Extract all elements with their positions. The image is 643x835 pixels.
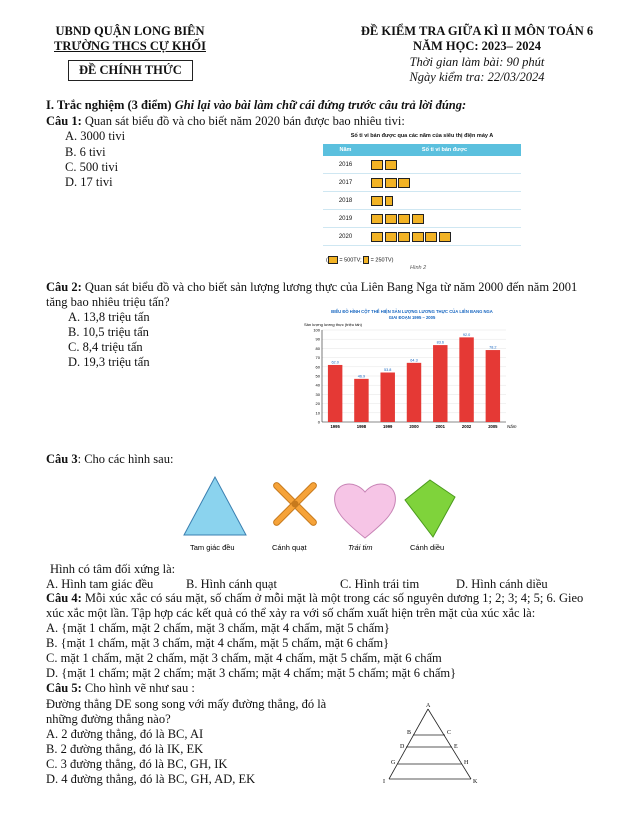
q2-option-b: B. 10,5 triệu tấn (68, 325, 149, 339)
pictograph-title: Số ti vi bán được qua các năm của siêu thị điện máy A (350, 133, 494, 139)
point-g: G (391, 760, 396, 766)
q2-label: Câu 2: (46, 280, 82, 294)
heart-shape (335, 484, 396, 538)
tv-icon (371, 178, 383, 188)
pictograph-row (323, 228, 521, 246)
row-icons (368, 174, 521, 192)
label-kite: Cánh diều (410, 543, 445, 552)
question-4 (46, 591, 583, 606)
q2-option-d: D. 19,3 triệu tấn (68, 355, 150, 369)
question-1 (46, 114, 405, 129)
figure-caption: Hình 2 (410, 265, 427, 271)
q3-label: Câu 3 (46, 452, 78, 466)
row-year: 2018 (323, 192, 368, 210)
section-title (46, 98, 466, 113)
tv-icon (398, 178, 410, 188)
triangle-shape (184, 477, 246, 535)
bar-value-label: 92.0 (462, 332, 471, 337)
tv-icon (398, 232, 410, 242)
bar (486, 350, 500, 422)
pictograph-table (323, 144, 521, 246)
shapes-figure (180, 470, 470, 560)
point-c: C (447, 730, 452, 736)
bar (380, 373, 394, 422)
label-triangle: Tam giác đều (190, 543, 235, 552)
question-3 (46, 452, 173, 467)
tv-icon (439, 232, 451, 242)
chart-ylabel: Sản lượng lương thực (triệu tấn) (304, 322, 362, 327)
pictograph-row (323, 210, 521, 228)
x-tick-label: 2005 (488, 424, 498, 429)
x-tick-label: 1999 (383, 424, 393, 429)
q5-question-line1: Đường thẳng DE song song với mấy đường thẳng, đó là (46, 697, 327, 711)
bar-value-label: 62.0 (331, 360, 339, 365)
kite-shape (405, 480, 455, 537)
row-icons (368, 156, 521, 174)
pictograph-row (323, 156, 521, 174)
q4-label: Câu 4: (46, 591, 82, 605)
chart-subtitle: GIAI ĐOẠN 1995 – 2005 (388, 315, 436, 320)
question-2 (46, 280, 577, 295)
school-name: TRƯỜNG THCS CỰ KHỐI (54, 39, 206, 53)
q3-option-d: D. Hình cánh diều (456, 577, 548, 591)
section-instruction: Ghi lại vào bài làm chữ cái đứng trước câu trả lời đúng: (174, 98, 467, 112)
bar (433, 345, 447, 422)
question-5 (46, 681, 195, 696)
point-a: A (426, 703, 431, 709)
tv-icon (371, 160, 383, 170)
y-tick-label: 20 (315, 401, 320, 407)
pictograph-legend (326, 256, 393, 264)
fan-shape (272, 481, 317, 526)
y-tick-label: 10 (315, 410, 320, 416)
y-tick-label: 50 (315, 373, 320, 379)
tv-icon (385, 160, 397, 170)
half-tv-icon (363, 256, 369, 264)
q4-option-c: C. mặt 1 chấm, mặt 2 chấm, mặt 3 chấm, mặt 4 chấm, mặt 5 chấm, mặt 6 chấm (46, 651, 442, 665)
y-tick-label: 60 (315, 364, 320, 370)
production-bar-chart (300, 307, 515, 432)
bar-value-label: 53.8 (384, 368, 392, 373)
point-i: I (383, 779, 385, 785)
q4-text-line2: xúc xắc một lần. Tập hợp các kết quả có thể xảy ra với số chấm xuất hiện trên mặt của xúc xắc là: (46, 606, 536, 620)
y-tick-label: 80 (315, 345, 320, 351)
q3-question: Hình có tâm đối xứng là: (50, 562, 176, 576)
geometry-figure (378, 700, 488, 788)
point-e: E (454, 744, 458, 750)
row-year: 2019 (323, 210, 368, 228)
label-fan: Cánh quạt (272, 543, 307, 552)
q5-option-d: D. 4 đường thẳng, đó là BC, GH, AD, EK (46, 772, 256, 786)
q2-text-line2: tăng bao nhiêu triệu tấn? (46, 295, 170, 309)
q5-option-c: C. 3 đường thẳng, đó là BC, GH, IK (46, 757, 228, 771)
chart-xlabel: Năm (507, 424, 517, 429)
pictograph-row (323, 174, 521, 192)
point-h: H (464, 760, 469, 766)
bar (328, 365, 342, 422)
q5-option-b: B. 2 đường thẳng, đó là IK, EK (46, 742, 204, 756)
q1-text: Quan sát biểu đồ và cho biết năm 2020 bán được bao nhiêu tivi: (84, 114, 405, 128)
q4-option-a: A. {mặt 1 chấm, mặt 2 chấm, mặt 3 chấm, mặt 4 chấm, mặt 5 chấm} (46, 621, 390, 635)
q2-option-c: C. 8,4 triệu tấn (68, 340, 143, 354)
tv-icon (371, 232, 383, 242)
bar-value-label: 64.3 (410, 358, 418, 363)
bar-value-label: 83.6 (436, 340, 444, 345)
y-tick-label: 0 (317, 419, 320, 425)
pictograph-row (323, 192, 521, 210)
row-icons (368, 210, 521, 228)
chart-title: BIỂU ĐỒ HÌNH CỘT THỂ HIỆN SẢN LƯỢNG LƯƠNG THỰC CỦA LIÊN BANG NGA (331, 309, 493, 314)
x-tick-label: 2002 (461, 424, 472, 429)
row-year: 2020 (323, 228, 368, 246)
x-tick-label: 1995 (330, 424, 340, 429)
y-tick-label: 90 (315, 336, 320, 342)
tv-icon (412, 214, 424, 224)
bar (459, 337, 473, 422)
legend-full: = 500TV; (339, 257, 362, 264)
x-tick-label: 1998 (356, 424, 367, 429)
exam-date: Ngày kiểm tra: 22/03/2024 (409, 70, 545, 84)
y-tick-label: 100 (313, 327, 320, 333)
tv-icon (425, 232, 437, 242)
tv-icon (371, 196, 383, 206)
point-d: D (400, 744, 405, 750)
q4-option-d: D. {mặt 1 chấm; mặt 2 chấm; mặt 3 chấm; mặt 4 chấm; mặt 5 chấm; mặt 6 chấm} (46, 666, 457, 680)
bar-value-label: 46.9 (357, 374, 366, 379)
tv-icon (412, 232, 424, 242)
bar (354, 379, 368, 422)
bar-value-label: 78.2 (489, 345, 497, 350)
q1-label: Câu 1: (46, 114, 82, 128)
q4-text: Mỗi xúc xắc có sáu mặt, số chấm ở mỗi mặt là một trong các số nguyên dương 1; 2; 3; 4; 5; 6. Gieo (84, 591, 584, 605)
q1-option-b: B. 6 tivi (65, 145, 106, 159)
q1-option-a: A. 3000 tivi (65, 129, 126, 143)
q5-text: Cho hình vẽ như sau : (84, 681, 195, 695)
y-tick-label: 70 (315, 355, 320, 361)
school-year: NĂM HỌC: 2023– 2024 (412, 39, 542, 53)
q1-option-c: C. 500 tivi (65, 160, 119, 174)
y-tick-label: 40 (315, 382, 320, 388)
row-year: 2017 (323, 174, 368, 192)
tv-icon (385, 214, 397, 224)
q3-text: : Cho các hình sau: (77, 452, 174, 466)
legend-half: = 250TV) (370, 257, 394, 264)
q5-option-a: A. 2 đường thẳng, đó là BC, AI (46, 727, 204, 741)
col-year: Năm (323, 144, 368, 156)
label-heart: Trái tim (348, 543, 373, 552)
q4-option-b: B. {mặt 1 chấm, mặt 3 chấm, mặt 4 chấm, mặt 5 chấm, mặt 6 chấm} (46, 636, 390, 650)
row-icons (368, 228, 521, 246)
x-tick-label: 2001 (435, 424, 445, 429)
tv-icon (385, 232, 397, 242)
q5-label: Câu 5: (46, 681, 82, 695)
tv-icon (371, 214, 383, 224)
q1-option-d: D. 17 tivi (65, 175, 113, 189)
row-icons (368, 192, 521, 210)
bar (407, 363, 421, 422)
q3-option-b: B. Hình cánh quạt (186, 577, 277, 591)
q2-option-a: A. 13,8 triệu tấn (68, 310, 150, 324)
row-year: 2016 (323, 156, 368, 174)
point-k: K (473, 779, 478, 785)
y-tick-label: 30 (315, 391, 320, 397)
tv-icon (385, 178, 397, 188)
point-b: B (407, 730, 412, 736)
tv-icon (328, 256, 338, 264)
exam-title: ĐỀ KIỂM TRA GIỮA KÌ II MÔN TOÁN 6 (360, 24, 594, 38)
section-heading: I. Trắc nghiệm (3 điểm) (46, 98, 172, 112)
q3-option-a: A. Hình tam giác đều (46, 577, 154, 591)
exam-duration: Thời gian làm bài: 90 phút (409, 55, 545, 69)
tv-icon (398, 214, 410, 224)
q5-question-line2: những đường thẳng nào? (46, 712, 171, 726)
district-name: UBND QUẬN LONG BIÊN (55, 24, 205, 38)
x-tick-label: 2000 (409, 424, 419, 429)
col-sold: Số ti vi bán được (368, 144, 521, 156)
official-badge: ĐỀ CHÍNH THỨC (68, 60, 193, 81)
q3-option-c: C. Hình trái tim (340, 577, 420, 591)
half-tv-icon (385, 196, 393, 206)
q2-text: Quan sát biểu đồ và cho biết sản lượng lương thực của Liên Bang Nga từ năm 2000 đến năm 2001 (84, 280, 578, 294)
